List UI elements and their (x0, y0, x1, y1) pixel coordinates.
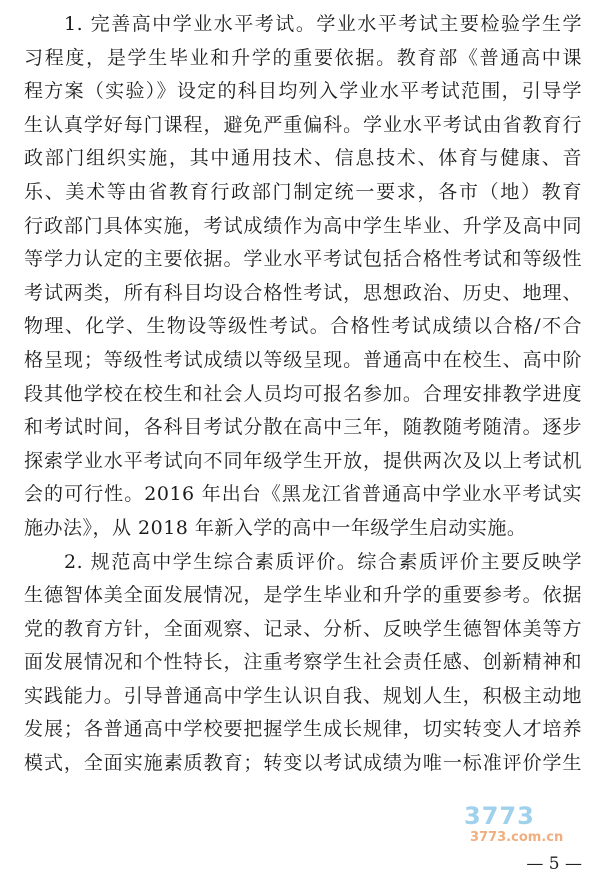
paragraph-2-line-7: 模式，全面实施素质教育；转变以考试成绩为唯一标准评价学生 (24, 752, 582, 775)
page-number: — 5 — (526, 854, 582, 874)
paragraph-1-line-12: 段其他学校在校生和社会人员均可报名参加。合理安排教学进度 (24, 382, 582, 405)
paragraph-1-line-5: 政部门组织实施，其中通用技术、信息技术、体育与健康、音 (24, 147, 582, 170)
paragraph-2-line-2: 生德智体美全面发展情况，是学生毕业和升学的重要参考。依据 (24, 584, 582, 607)
paragraph-1-line-1: 1. 完善高中学业水平考试。学业水平考试主要检验学生学 (64, 13, 582, 35)
paragraph-1-line-2: 习程度，是学生毕业和升学的重要依据。教育部《普通高中课 (24, 46, 582, 69)
paragraph-1-line-11: 格呈现；等级性考试成绩以等级呈现。普通高中在校生、高中阶 (24, 348, 582, 371)
paragraph-1-line-15: 会的可行性。2016 年出台《黑龙江省普通高中学业水平考试实 (24, 483, 582, 506)
paragraph-1-line-16: 施办法》，从 2018 年新入学的高中一年级学生启动实施。 (24, 516, 527, 539)
paragraph-1-line-14: 探索学业水平考试向不同年级学生开放，提供两次及以上考试机 (24, 449, 582, 472)
paragraph-1-line-7: 行政部门具体实施，考试成绩作为高中学生毕业、升学及高中同 (24, 214, 582, 237)
paragraph-1-line-10: 物理、化学、生物设等级性考试。合格性考试成绩以合格/不合 (24, 315, 582, 338)
paragraph-2-line-1: 2. 规范高中学生综合素质评价。综合素质评价主要反映学 (64, 550, 582, 573)
paragraph-1-line-8: 等学力认定的主要依据。学业水平考试包括合格性考试和等级性 (24, 248, 582, 271)
paragraph-2-line-3: 党的教育方针，全面观察、记录、分析、反映学生德智体美等方 (24, 617, 582, 640)
paragraph-1-line-9: 考试两类，所有科目均设合格性考试，思想政治、历史、地理、 (24, 281, 582, 304)
paragraph-2-line-6: 发展；各普通高中学校要把握学生成长规律，切实转变人才培养 (24, 718, 582, 741)
paragraph-2-line-5: 实践能力。引导普通高中学生认识自我、规划人生，积极主动地 (24, 684, 582, 707)
watermark-brand: 3773 (464, 802, 535, 830)
paragraph-2-line-4: 面发展情况和个性特长，注重考察学生社会责任感、创新精神和 (24, 651, 582, 674)
watermark-site: 3773.com.cn (470, 830, 564, 845)
paragraph-1-line-6: 乐、美术等由省教育行政部门制定统一要求，各市（地）教育 (24, 180, 582, 203)
paragraph-1-line-13: 和考试时间，各科目考试分散在高中三年，随教随考随清。逐步 (24, 416, 582, 439)
site-watermark (464, 802, 584, 856)
document-body (24, 8, 582, 781)
paragraph-1-line-4: 生认真学好每门课程，避免严重偏科。学业水平考试由省教育行 (24, 113, 582, 136)
paragraph-1-line-3: 程方案（实验）》设定的科目均列入学业水平考试范围，引导学 (24, 80, 582, 103)
